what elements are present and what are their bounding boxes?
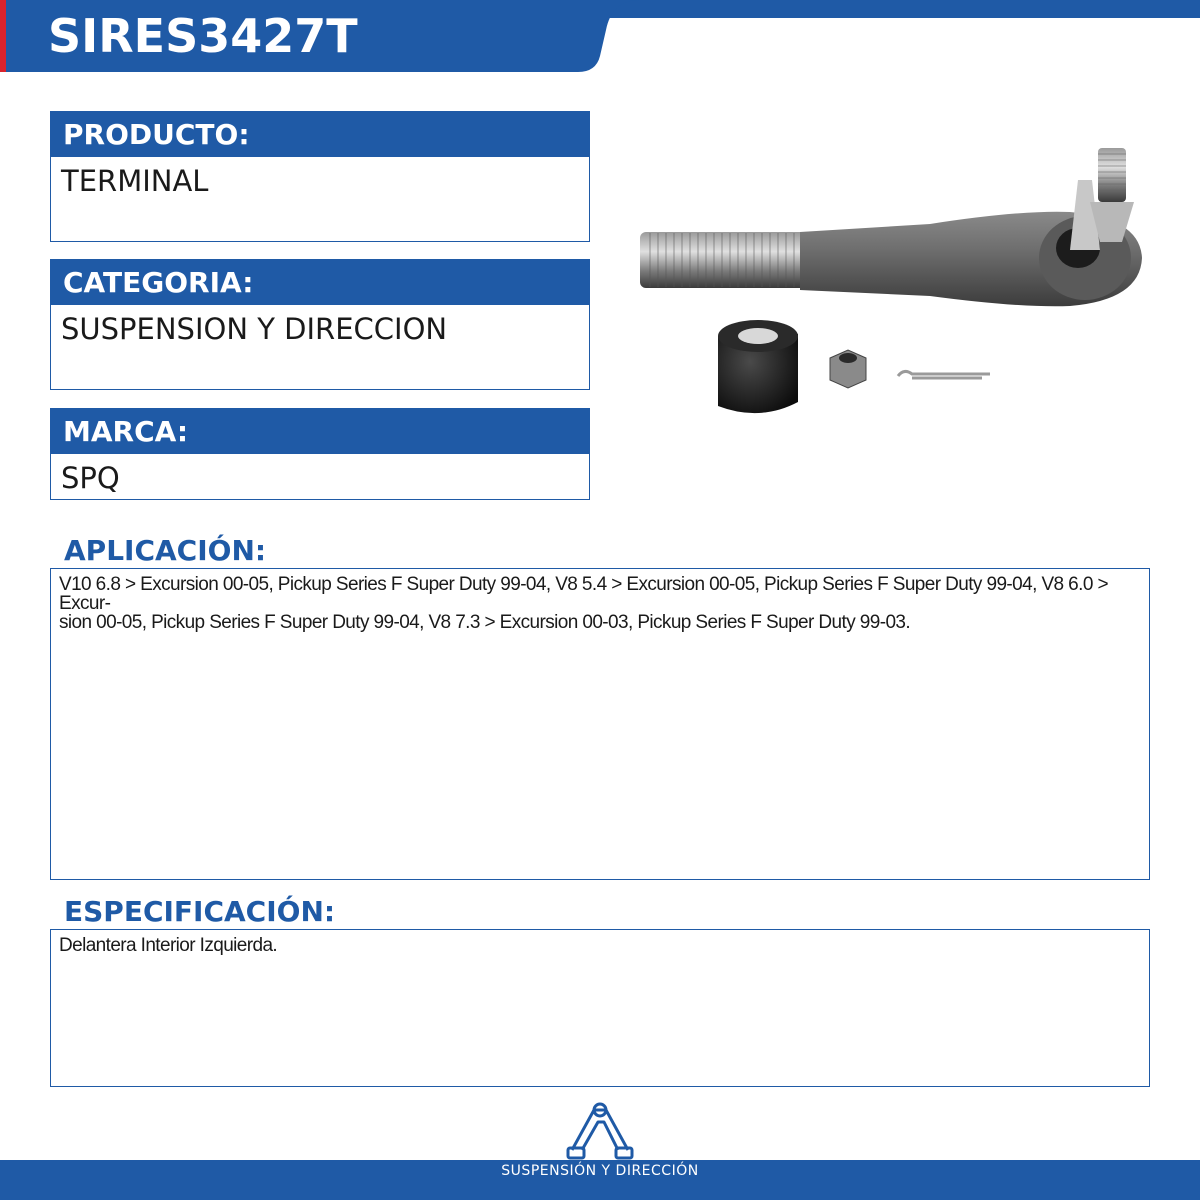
- especificacion-box: [50, 929, 1150, 1087]
- especificacion-title: ESPECIFICACIÓN:: [64, 895, 336, 928]
- especificacion-text: Delantera Interior Izquierda.: [59, 935, 278, 956]
- field-categoria-label: CATEGORIA:: [50, 259, 590, 305]
- field-marca-label: MARCA:: [50, 408, 590, 454]
- field-marca: [50, 408, 590, 500]
- tie-rod-end-photo: [630, 140, 1150, 430]
- footer-label: SUSPENSIÓN Y DIRECCIÓN: [501, 1163, 699, 1179]
- header-bar: [0, 0, 1200, 72]
- field-categoria-value: SUSPENSION Y DIRECCION: [50, 305, 590, 390]
- field-marca-value: SPQ: [50, 454, 590, 500]
- field-producto-label: PRODUCTO:: [50, 111, 590, 157]
- field-producto-value: TERMINAL: [50, 157, 590, 242]
- field-producto: [50, 111, 590, 242]
- field-categoria: [50, 259, 590, 390]
- aplicacion-line-1: V10 6.8 > Excursion 00-05, Pickup Series F Super Duty 99-04, V8 5.4 > Excursion 00-05, Pickup Series F Super Duty 99-04, V8 6.0 > Excur-: [59, 574, 1108, 614]
- control-arm-icon: [564, 1100, 636, 1164]
- product-code: SIRES3427T: [48, 9, 358, 63]
- aplicacion-box: [50, 568, 1150, 880]
- aplicacion-line-2: sion 00-05, Pickup Series F Super Duty 99-04, V8 7.3 > Excursion 00-03, Pickup Series F Super Duty 99-03.: [59, 612, 911, 633]
- aplicacion-title: APLICACIÓN:: [64, 534, 267, 567]
